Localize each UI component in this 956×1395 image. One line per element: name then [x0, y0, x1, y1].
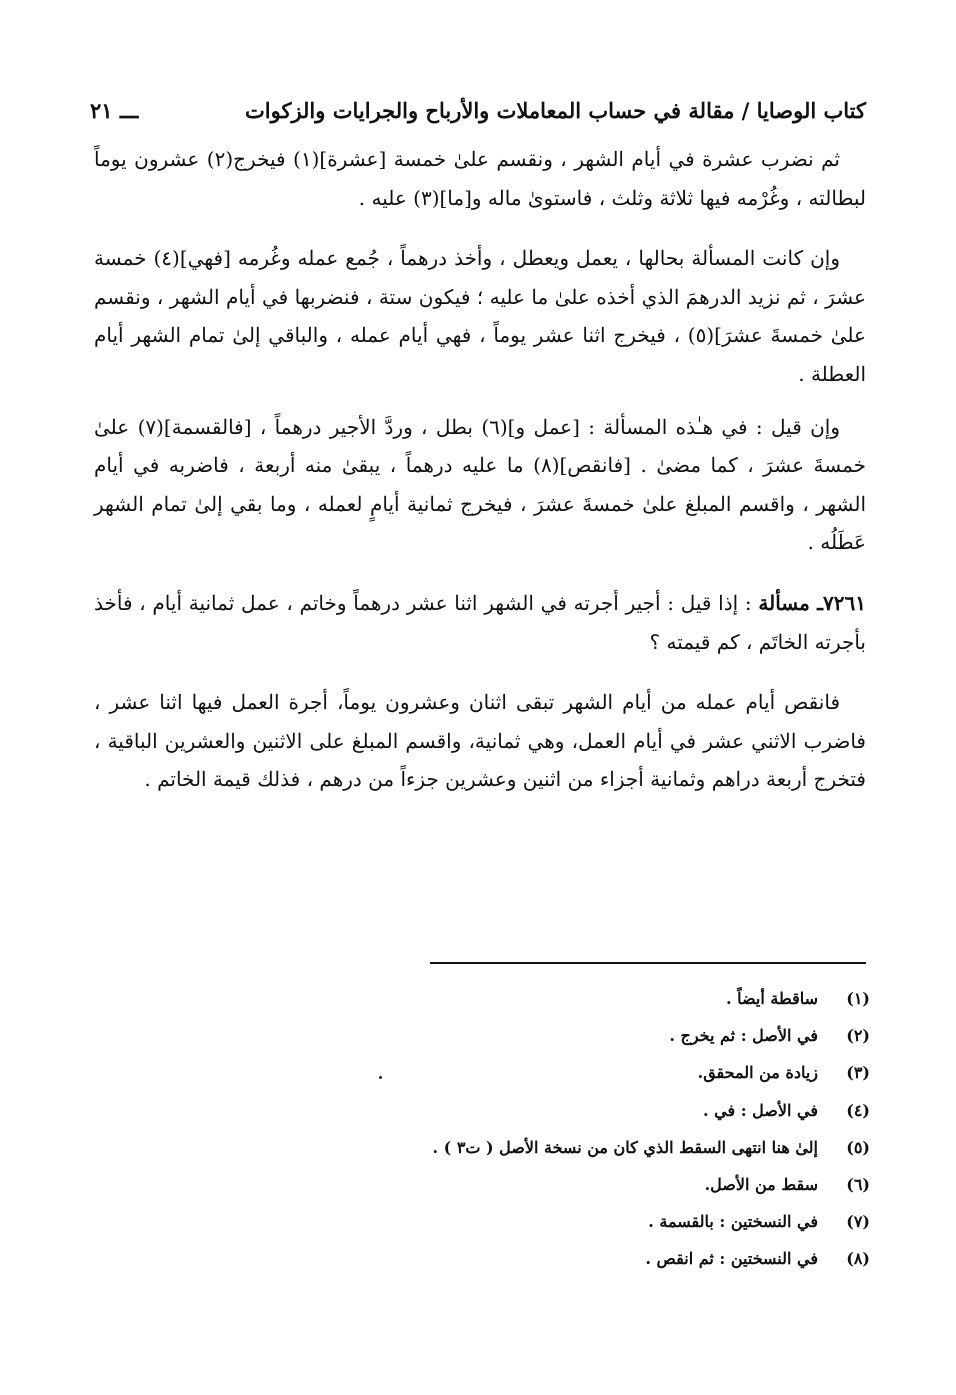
paragraph-2: وإن كانت المسألة بحالها ، يعمل ويعطل ، وأخذ درهماً ، جُمع عمله وغُرمه [فهي](٤) خمسة عشرَ ، ثم نزيد الدرهمَ الذي أخذه علىٰ ما عليه ؛ فيكون ستة ، فنضربها في أيام الشهر ، ونقسم علىٰ خمسةَ عشرَ](٥) ، فيخرج اثنا عشر يوماً ، فهي أيام عمله ، والباقي إلىٰ تمام الشهر أيام العطلة .: [94, 246, 866, 386]
page-number: ـــ ٢١: [90, 97, 139, 123]
footnote: [300, 1054, 870, 1091]
footnote-text: إلىٰ هنا انتهى السقط الذي كان من نسخة الأصل ( ت٣ ) .: [432, 1137, 818, 1157]
paragraph-1: ثم نضرب عشرة في أيام الشهر ، ونقسم علىٰ خمسة [عشرة](١) فيخرج(٢) عشرون يوماً لبطالته ، وغُرْمه فيها ثلاثة وثلث ، فاستوىٰ ماله و[ما](٣) عليه .: [94, 147, 866, 210]
footnote: [300, 1203, 870, 1240]
footnote-text: في النسختين : بالقسمة .: [648, 1212, 818, 1232]
footnote-number: (٣): [846, 1063, 870, 1083]
footnote: [300, 980, 870, 1017]
footnotes-list: [300, 980, 870, 1278]
footnote-number: (٦): [846, 1175, 870, 1195]
footnote: [300, 1092, 870, 1129]
footnote: [300, 1017, 870, 1054]
footnote-text: زيادة من المحقق.: [697, 1063, 818, 1083]
running-header: [90, 90, 866, 130]
paragraph-3: وإن قيل : في هـٰذه المسألة : [عمل و](٦) بطل ، وردَّ الأجير درهماً ، [فالقسمة](٧) علىٰ خمسةَ عشرَ ، كما مضىٰ . [فانقص](٨) ما عليه درهماً ، يبقىٰ منه أربعة ، فاضربه في أيام الشهر ، واقسم المبلغ علىٰ خمسةَ عشرَ ، فيخرج ثمانية أيامٍ لعمله ، وما بقي إلىٰ تمام الشهر عَطَلُه .: [94, 414, 867, 555]
masala-text: : إذا قيل : أجير أجرته في الشهر اثنا عشر درهماً وخاتم ، عمل ثمانية أيام ، فأخذ بأجرته الخاتَم ، كم قيمته ؟: [94, 590, 866, 654]
masala-label: ٧٢٦١ـ مسألة: [758, 590, 866, 615]
masala-paragraph: [94, 584, 866, 661]
ink-speck: [379, 1076, 382, 1079]
footnote-text: في النسختين : ثم انقص .: [645, 1249, 818, 1269]
footnote-text: في الأصل : ثم يخرج .: [669, 1026, 818, 1046]
footnote-number: (٨): [846, 1249, 870, 1269]
paragraph-4: فانقص أيام عمله من أيام الشهر تبقى اثنان وعشرون يوماً، أجرة العمل فيها اثنا عشر ، فاضرب الاثني عشر في أيام العمل، وهي ثمانية، واقسم المبلغ على الاثنين والعشرين الباقية ، فتخرج أربعة دراهم وثمانية أجزاء من اثنين وعشرين جزءاً من درهم ، فذلك قيمة الخاتم .: [94, 690, 866, 792]
header-title: كتاب الوصايا / مقالة في حساب المعاملات والأرباح والجرايات والزكوات: [245, 97, 866, 123]
footnote: [300, 1240, 870, 1277]
footnote-number: (١): [846, 989, 870, 1008]
footnote-text: ساقطة أيضاً .: [726, 989, 818, 1008]
footnote-number: (٥): [846, 1137, 870, 1157]
footnote-separator: [430, 962, 866, 964]
footnote-number: (٤): [846, 1100, 870, 1120]
footnote-number: (٢): [846, 1026, 870, 1046]
footnote: [300, 1129, 870, 1166]
footnote-text: سقط من الأصل.: [704, 1175, 818, 1195]
main-text: [94, 140, 866, 813]
footnote: [300, 1166, 870, 1203]
footnote-text: في الأصل : في .: [703, 1100, 818, 1120]
footnote-number: (٧): [846, 1212, 870, 1232]
